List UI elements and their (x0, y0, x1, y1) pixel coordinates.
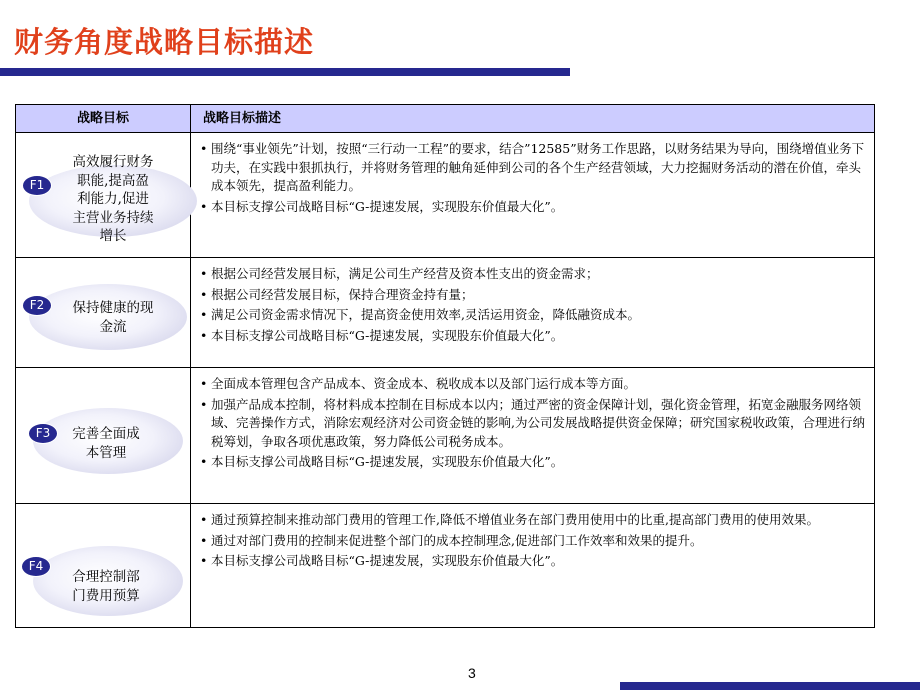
description-cell (200, 140, 868, 218)
header-goal: 战略目标 (16, 105, 191, 132)
list-item: • 满足公司资金需求情况下，提高资金使用效率,灵活运用资金，降低融资成本。 (200, 307, 640, 322)
list-item: • 本目标支撑公司战略目标“G-提速发展，实现股东价值最大化”。 (200, 553, 564, 568)
goal-label: 合理控制部 门费用预算 (72, 569, 140, 604)
goal-badge: F2 (22, 295, 52, 316)
goal-label: 高效履行财务 职能,提高盈 利能力,促进 主营业务持续 增长 (72, 154, 154, 244)
list-item: • 根据公司经营发展目标，保持合理资金持有量； (200, 286, 474, 302)
list-item: • 本目标支撑公司战略目标“G-提速发展，实现股东价值最大化”。 (200, 198, 564, 214)
goal-cell (16, 368, 191, 503)
list-item: • 通过预算控制来推动部门费用的管理工作,降低不增值业务在部门费用使用中的比重,提高部门费用的使用效果。 (200, 512, 819, 527)
list-item: • 全面成本管理包含产品成本、资金成本、税收成本以及部门运行成本等方面。 (200, 376, 637, 391)
list-item: • 本目标支撑公司战略目标“G-提速发展，实现股东价值最大化”。 (200, 454, 564, 469)
goal-badge: F4 (21, 556, 51, 577)
goal-label: 完善全面成 本管理 (72, 426, 140, 461)
goal-badge: F3 (28, 423, 58, 444)
description-cell (200, 511, 868, 573)
list-item: • 根据公司经营发展目标，满足公司生产经营及资本性支出的资金需求； (200, 266, 599, 281)
footer-bar (620, 682, 920, 690)
list-item: • 加强产品成本控制，将材料成本控制在目标成本以内；通过严密的资金保障计划，强化资金管理，拓宽金融服务网络领域、完善操作方式，消除宏观经济对公司资金链的影响,为公司发展战略提供资金保障；研究国家税收政策，合理进行纳税筹划，争取各项优惠政策，努力降低公司税务成本。 (200, 396, 865, 449)
list-item: • 围绕“事业领先”计划，按照“三行动一工程”的要求，结合”12585”财务工作思路，以财务结果为导向，围绕增值业务下功夫，在实践中狠抓执行，并将财务管理的触角延伸到公司的各个生产经营领域，大力挖掘财务活动的潜在价值，牵头成本领先，提高盈利能力。 (200, 141, 865, 193)
table-row (16, 133, 874, 258)
description-cell (200, 265, 868, 347)
header-description: 战略目标描述 (203, 111, 282, 126)
list-item: • 本目标支撑公司战略目标“G-提速发展，实现股东价值最大化”。 (200, 327, 564, 343)
strategy-table (15, 104, 875, 628)
goal-label: 保持健康的现 金流 (72, 300, 154, 335)
description-cell (200, 375, 868, 474)
title-underline-bar (0, 68, 570, 76)
table-row (16, 368, 874, 504)
list-item: • 通过对部门费用的控制来促进整个部门的成本控制理念,促进部门工作效率和效果的提升。 (200, 532, 703, 548)
table-row (16, 258, 874, 368)
table-row (16, 504, 874, 628)
goal-cell (16, 504, 191, 628)
page-number: 3 (468, 665, 476, 681)
goal-cell (16, 133, 191, 257)
table-header (16, 105, 874, 133)
page-title: 财务角度战略目标描述 (14, 25, 315, 59)
goal-badge: F1 (22, 175, 52, 196)
goal-cell (16, 258, 191, 367)
